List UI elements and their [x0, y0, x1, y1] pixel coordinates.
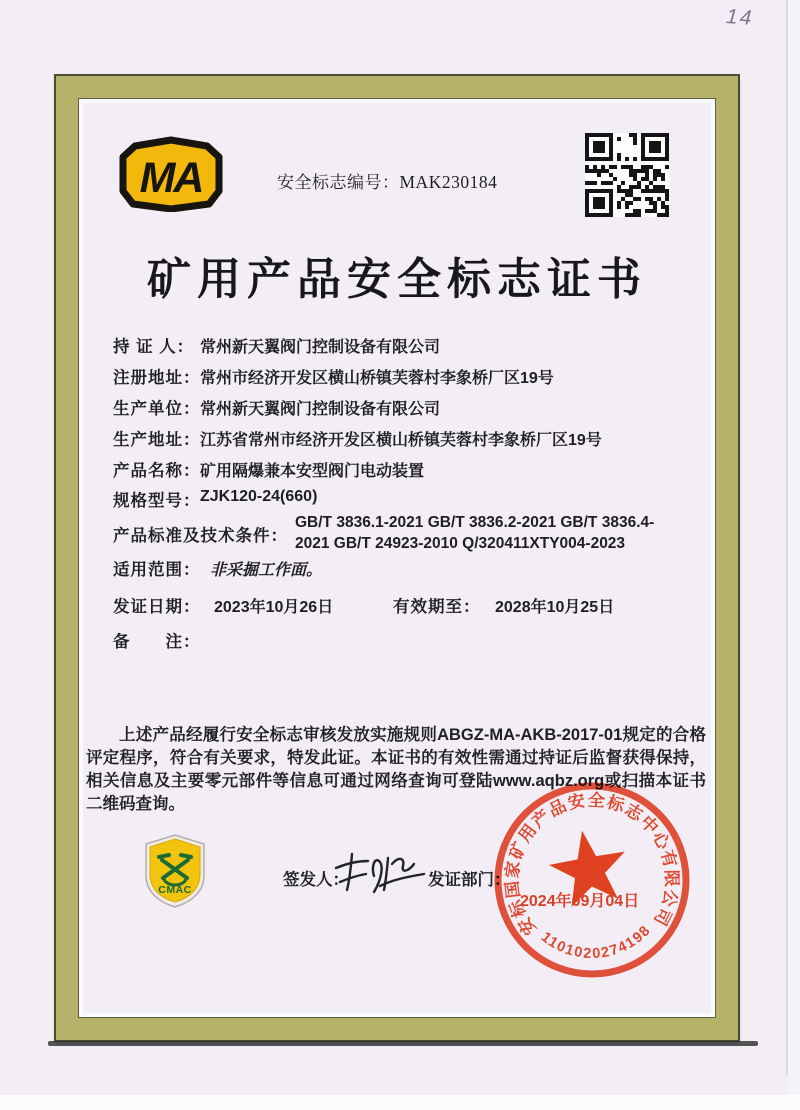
scan-right-edge [788, 0, 800, 1095]
standards-value: GB/T 3836.1-2021 GB/T 3836.2-2021 GB/T 3836.4-2021 GB/T 24923-2010 Q/320411XTY004-2023 [295, 514, 655, 552]
cmac-label: CMAC [158, 884, 192, 896]
field-label-producer: 生产单位： [113, 400, 201, 418]
signer-label: 签发人： [283, 871, 349, 889]
field-value-reg-address: 常州市经济开发区横山桥镇芙蓉村李象桥厂区19号 [200, 370, 554, 387]
field-value-prod-address: 江苏省常州市经济开发区横山桥镇芙蓉村李象桥厂区19号 [200, 432, 602, 449]
field-value-product-name: 矿用隔爆兼本安型阀门电动装置 [200, 463, 425, 480]
field-value-producer: 常州新天翼阀门控制设备有限公司 [200, 401, 441, 418]
scope-label: 适用范围： [113, 561, 201, 579]
certificate-number-value: MAK230184 [399, 172, 498, 192]
expiry-date-label: 有效期至： [393, 598, 481, 616]
stamp-arc-text: 安标国家矿用产品安全标志中心有限公司 [502, 790, 682, 939]
field-label-holder: 持 证 人： [113, 338, 195, 356]
ma-mining-safety-mark-icon [118, 136, 224, 212]
handwritten-page-number: 14 [725, 5, 755, 30]
standards-label: 产品标准及技术条件： [113, 527, 288, 545]
department-label: 发证部门： [428, 871, 511, 889]
cmac-shield-icon [141, 833, 209, 909]
ma-logo-text: MA [139, 154, 203, 202]
scan-shadow-line [48, 1041, 758, 1046]
field-label-prod-address: 生产地址： [113, 431, 201, 449]
scope-value: 非采掘工作面。 [210, 562, 323, 579]
red-seal-stamp [492, 780, 692, 980]
certificate-number-label: 安全标志编号： [277, 173, 400, 192]
field-label-product-name: 产品名称： [113, 462, 201, 480]
qr-code [585, 133, 669, 217]
issue-date-label: 发证日期： [113, 598, 201, 616]
expiry-date-value: 2028年10月25日 [495, 599, 615, 616]
field-label-reg-address: 注册地址： [113, 369, 201, 387]
scan-bottom-edge [0, 1095, 800, 1110]
handwritten-signature [328, 840, 432, 902]
stamp-number: 1101020274198 [537, 922, 655, 963]
issue-date-value: 2023年10月26日 [214, 599, 334, 616]
remark-label: 备 注： [113, 633, 201, 651]
field-value-holder: 常州新天翼阀门控制设备有限公司 [200, 339, 441, 356]
field-label-model: 规格型号： [113, 492, 201, 510]
field-value-model: ZJK120-24(660) [200, 488, 318, 505]
certification-statement: 上述产品经履行安全标志审核发放实施规则ABGZ-MA-AKB-2017-01规定的合格评定程序，符合有关要求，特发此证。本证书的有效性需通过持证后监督获得保持，相关信息及主要零元部件等信息可通过网络查询可登陆www.aqbz.org或扫描本证书二维码查询。 [86, 726, 706, 813]
certificate-number-line [277, 168, 497, 193]
certificate-title: 矿用产品安全标志证书 [147, 255, 647, 304]
stamp-date: 2024年09月04日 [520, 893, 640, 910]
